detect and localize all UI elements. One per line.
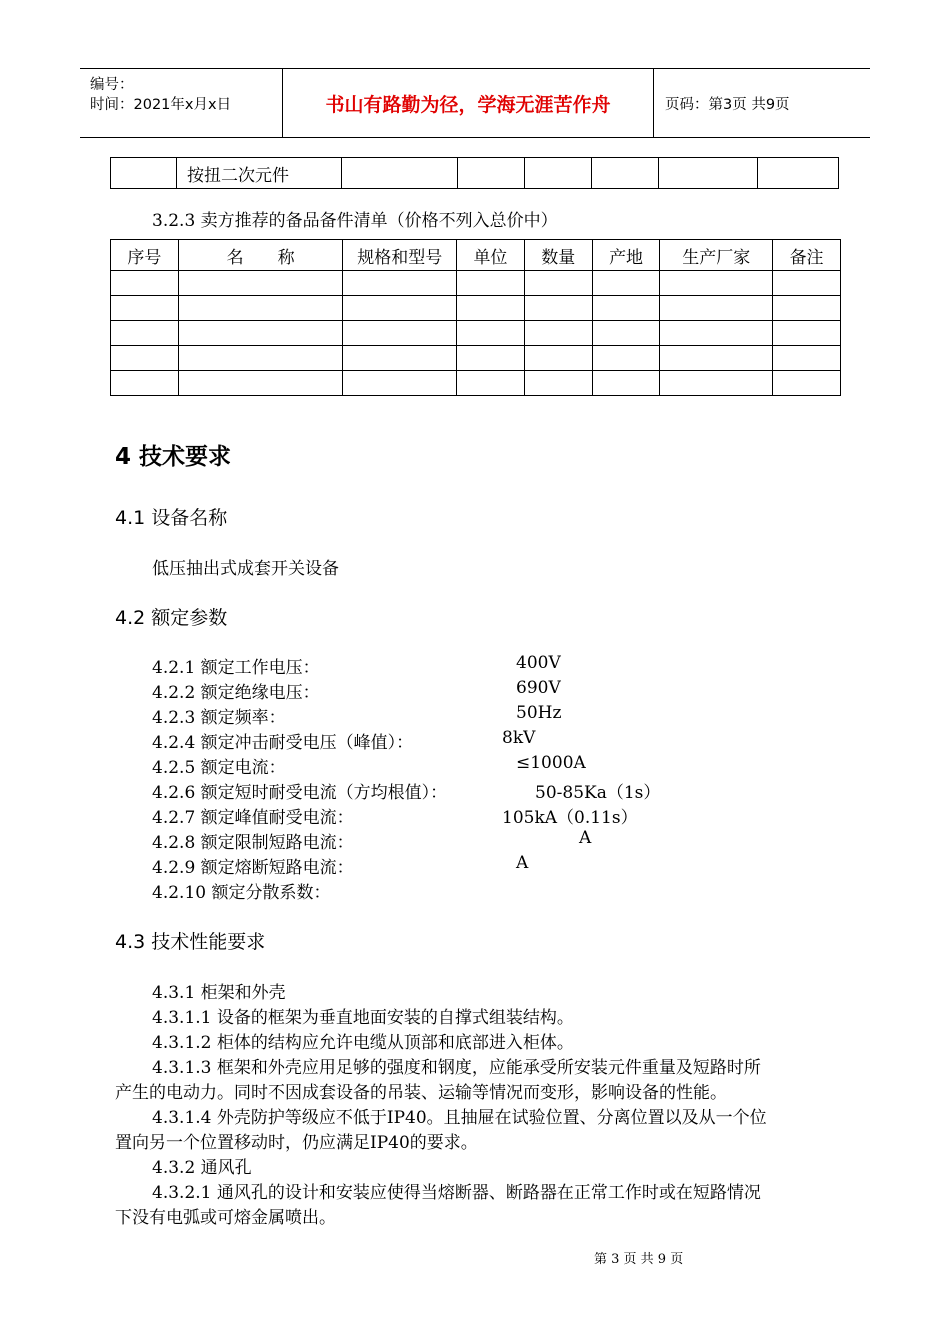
table-cell [592, 321, 660, 346]
table-cell [178, 296, 343, 321]
table-cell [457, 271, 525, 296]
table-cell [773, 321, 841, 346]
table-cell [592, 371, 660, 396]
column-header: 产地 [592, 240, 660, 271]
table-cell [524, 346, 592, 371]
table-row [111, 271, 841, 296]
paragraph-line: 4.3.1.2 柜体的结构应允许电缆从顶部和底部进入柜体。 [152, 1033, 574, 1053]
param-value: 690V [516, 678, 561, 698]
column-header: 名 称 [178, 240, 343, 271]
table-cell [660, 321, 773, 346]
table-cell [343, 321, 457, 346]
table-cell [178, 371, 343, 396]
paragraph-line: 4.3.1.1 设备的框架为垂直地面安装的自撑式组装结构。 [152, 1008, 574, 1028]
paragraph-line: 下没有电弧或可熔金属喷出。 [115, 1208, 336, 1228]
component-table [110, 157, 839, 189]
table-cell: 按扭二次元件 [176, 158, 341, 189]
paragraph-line: 4.3.2.1 通风孔的设计和安装应使得当熔断器、断路器在正常工作时或在短路情况 [152, 1183, 761, 1203]
table-cell [758, 158, 839, 189]
param-label: 4.2.4 额定冲击耐受电压（峰值）： [152, 733, 414, 753]
column-header: 备注 [773, 240, 841, 271]
param-label: 4.2.3 额定频率： [152, 708, 286, 728]
table-row [111, 158, 839, 189]
column-header: 序号 [111, 240, 179, 271]
param-label: 4.2.2 额定绝缘电压： [152, 683, 320, 703]
table-cell [111, 296, 179, 321]
param-label: 4.2.10 额定分散系数： [152, 883, 331, 903]
table-cell [524, 271, 592, 296]
table-cell [773, 296, 841, 321]
table-cell [343, 346, 457, 371]
table-cell [343, 271, 457, 296]
param-value: 8kV [502, 728, 536, 748]
table-cell [178, 321, 343, 346]
table-cell [111, 346, 179, 371]
table-cell [178, 271, 343, 296]
table-cell [773, 371, 841, 396]
table-cell [178, 346, 343, 371]
table-cell [111, 321, 179, 346]
subsection-title: 4.3 技术性能要求 [115, 931, 266, 953]
paragraph-line: 4.3.2 通风孔 [152, 1158, 252, 1178]
param-label: 4.2.6 额定短时耐受电流（方均根值）： [152, 783, 448, 803]
param-value: 50Hz [516, 703, 562, 723]
table-row [111, 346, 841, 371]
document-time: 时间：2021年x月x日 [90, 97, 232, 113]
table-cell [457, 321, 525, 346]
table-cell [591, 158, 658, 189]
column-header: 数量 [524, 240, 592, 271]
subsection-title: 4.2 额定参数 [115, 607, 228, 629]
table-cell [343, 296, 457, 321]
device-name: 低压抽出式成套开关设备 [152, 559, 339, 579]
paragraph-line: 产生的电动力。同时不因成套设备的吊装、运输等情况而变形，影响设备的性能。 [115, 1083, 727, 1103]
subsection-title: 4.1 设备名称 [115, 507, 228, 529]
table-row [111, 296, 841, 321]
page-header [80, 68, 870, 138]
table-cell [660, 296, 773, 321]
table-cell [111, 158, 177, 189]
param-label: 4.2.8 额定限制短路电流： [152, 833, 354, 853]
table-cell [660, 346, 773, 371]
table-cell [457, 346, 525, 371]
paragraph-line: 4.3.1.3 框架和外壳应用足够的强度和钢度，应能承受所安装元件重量及短路时所 [152, 1058, 761, 1078]
paragraph-line: 4.3.1 柜架和外壳 [152, 983, 286, 1003]
param-value: A [516, 853, 529, 873]
param-value: A [579, 828, 592, 848]
table-cell [658, 158, 757, 189]
header-page-info: 页码：第3页 共9页 [665, 97, 790, 113]
param-label: 4.2.5 额定电流： [152, 758, 286, 778]
table-row [111, 321, 841, 346]
column-header: 单位 [457, 240, 525, 271]
table-cell [660, 271, 773, 296]
column-header: 生产厂家 [660, 240, 773, 271]
table-cell [457, 296, 525, 321]
param-value: 400V [516, 653, 561, 673]
header-meta [80, 69, 283, 137]
document-number: 编号： [90, 77, 134, 93]
paragraph-line: 4.3.1.4 外壳防护等级应不低于IP40。且抽屉在试验位置、分离位置以及从一个位 [152, 1108, 767, 1128]
param-label: 4.2.7 额定峰值耐受电流： [152, 808, 354, 828]
table-row [111, 371, 841, 396]
table-cell [524, 296, 592, 321]
table-cell [343, 371, 457, 396]
param-value: 105kA（0.11s） [502, 808, 638, 828]
spare-parts-table [110, 239, 841, 396]
column-header: 规格和型号 [343, 240, 457, 271]
table-cell [111, 271, 179, 296]
table-cell [457, 158, 524, 189]
table-cell [660, 371, 773, 396]
param-label: 4.2.9 额定熔断短路电流： [152, 858, 354, 878]
page-footer: 第 3 页 共 9 页 [594, 1252, 684, 1267]
spare-parts-caption: 3.2.3 卖方推荐的备品备件清单（价格不列入总价中） [152, 211, 558, 231]
table-cell [592, 271, 660, 296]
table-cell [592, 296, 660, 321]
table-cell [773, 271, 841, 296]
table-cell [592, 346, 660, 371]
table-cell [524, 371, 592, 396]
table-cell [524, 321, 592, 346]
param-label: 4.2.1 额定工作电压： [152, 658, 320, 678]
table-cell [773, 346, 841, 371]
param-value: ≤1000A [516, 753, 586, 773]
paragraph-line: 置向另一个位置移动时，仍应满足IP40的要求。 [115, 1133, 478, 1153]
header-motto: 书山有路勤为径，学海无涯苦作舟 [283, 69, 654, 137]
table-cell [111, 371, 179, 396]
table-cell [341, 158, 457, 189]
param-value: 50-85Ka（1s） [535, 783, 661, 803]
table-header-row [111, 240, 841, 271]
table-cell [524, 158, 591, 189]
section-title: 4 技术要求 [115, 444, 232, 470]
table-cell [457, 371, 525, 396]
